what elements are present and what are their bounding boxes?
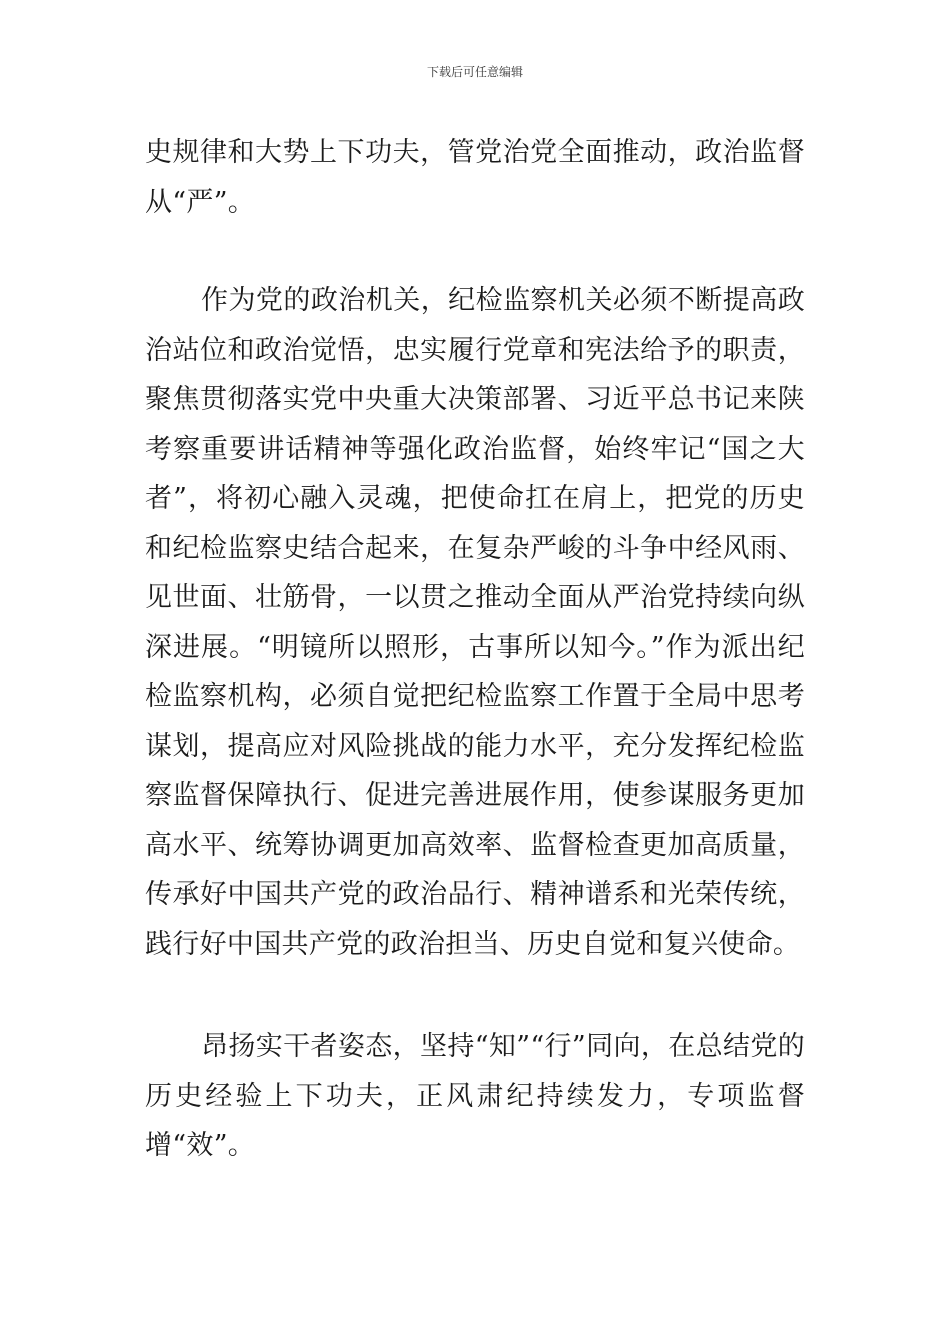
paragraph-political-supervision: 作为党的政治机关，纪检监察机关必须不断提高政治站位和政治觉悟，忠实履行党章和宪法给予的职责，聚焦贯彻落实党中央重大决策部署、习近平总书记来陕考察重要讲话精神等强化政治监督，始终牢记“国之大者”，将初心融入灵魂，把使命扛在肩上，把党的历史和纪检监察史结合起来，在复杂严峻的斗争中经风雨、见世面、壮筋骨，一以贯之推动全面从严治党持续向纵深进展。“明镜所以照形，古事所以知今。”作为派出纪检监察机构，必须自觉把纪检监察工作置于全局中思考谋划，提高应对风险挑战的能力水平，充分发挥纪检监察监督保障执行、促进完善进展作用，使参谋服务更加高水平、统筹协调更加高效率、监督检查更加高质量，传承好中国共产党的政治品行、精神谱系和光荣传统，践行好中国共产党的政治担当、历史自觉和复兴使命。 bbox=[145, 285, 805, 960]
paragraph-special-supervision: 昂扬实干者姿态，坚持“知”“行”同向，在总结党的历史经验上下功夫，正风肃纪持续发力，专项监督增“效”。 bbox=[145, 1031, 805, 1161]
page-header: 下载后可任意编辑 bbox=[426, 65, 523, 79]
paragraph-continuation: 史规律和大势上下功夫，管党治党全面推动，政治监督从“严”。 bbox=[145, 137, 805, 218]
